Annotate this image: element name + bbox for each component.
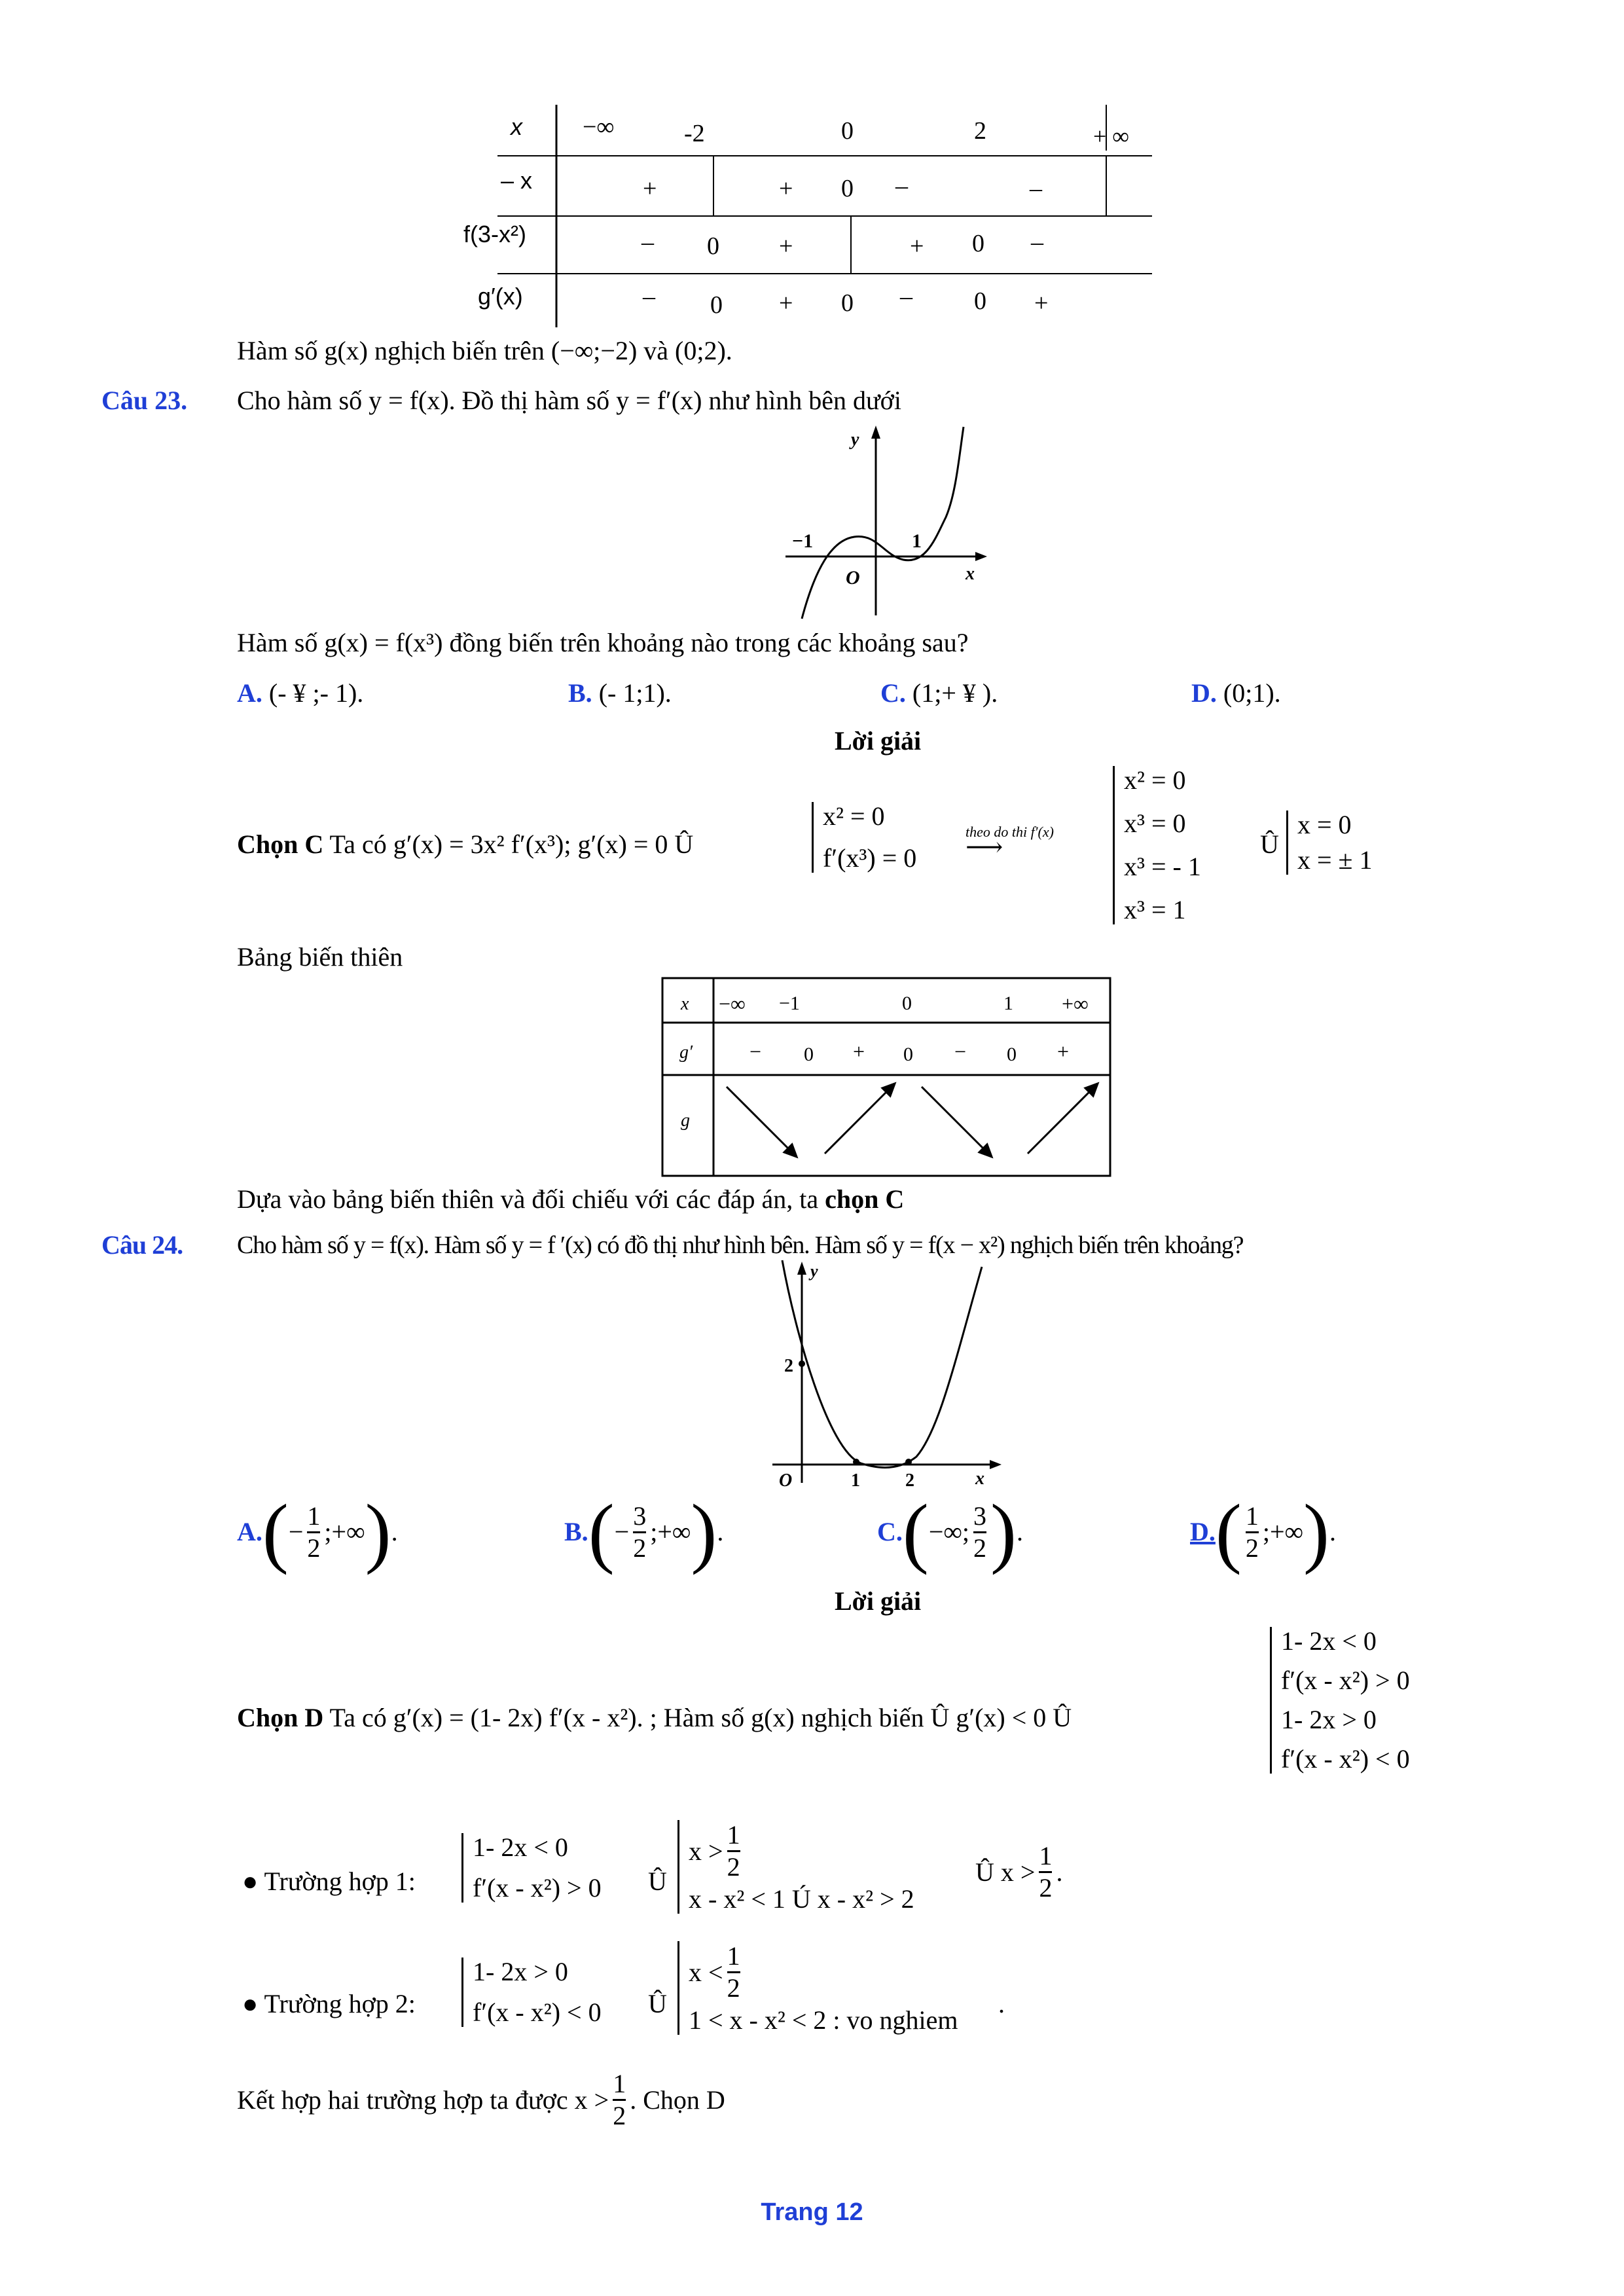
bbt-gp-v2: +: [853, 1040, 865, 1063]
q24-option-c[interactable]: C. ( −∞; $\frac{3}{2}$ ) .: [877, 1488, 1024, 1575]
q23-graph-m1: −1: [792, 530, 814, 552]
q24-solution-title: Lời giải: [835, 1586, 922, 1616]
bbt-gp-v5: 0: [1007, 1044, 1017, 1065]
conclusion-22: Hàm số g(x) nghịch biến trên (−∞;−2) và (0;2).: [237, 336, 732, 365]
bbt-gp-v3: 0: [903, 1044, 913, 1065]
q23-option-c[interactable]: C. (1;+ ¥ ).: [880, 678, 998, 708]
q24-case1-sys: 1- 2x < 0 f′(x - x²) > 0: [461, 1833, 602, 1903]
t1-row2-v4: 0: [972, 230, 984, 257]
t1-row1-v3: –: [895, 172, 908, 200]
q24-graph-x: x: [975, 1468, 984, 1489]
q24-case2: ● Trường hợp 2:: [242, 1989, 416, 2018]
bbt-x-v2: 0: [902, 993, 912, 1014]
sign-table-1: [445, 105, 1178, 334]
t1-x-m2: -2: [684, 120, 705, 147]
q23-option-d[interactable]: D. (0;1).: [1191, 678, 1281, 708]
t1-row3-v0: –: [643, 283, 655, 310]
q24-case1-res: x > $\frac{1}{2}$ x - x² < 1 Ú x - x² > 2: [677, 1820, 914, 1914]
q23-arrow-icon: ⟶: [965, 832, 1003, 862]
q23-sys2: x² = 0 x³ = 0 x³ = - 1 x³ = 1: [1113, 766, 1201, 924]
q23-bbt-title: Bảng biến thiên: [237, 942, 403, 972]
page-number: Trang 12: [761, 2198, 863, 2226]
t1-row3-v4: –: [900, 283, 912, 310]
t1-row2-v5: –: [1031, 228, 1043, 256]
t1-row3-v6: +: [1034, 289, 1049, 317]
t1-row1-v0: +: [643, 175, 657, 202]
q23-text: Cho hàm số y = f(x). Đồ thị hàm số y = f′(x) như hình bên dưới: [237, 386, 901, 415]
q23-label: Câu 23.: [101, 386, 188, 415]
q23-sys1: x² = 0 f′(x³) = 0: [812, 802, 916, 873]
bbt-x-v1: −1: [779, 993, 800, 1014]
t1-row2-v0: –: [641, 228, 654, 256]
q24-case2-sys: 1- 2x > 0 f′(x - x²) < 0: [461, 1958, 602, 2027]
q23-graph-x: x: [965, 564, 975, 584]
bbt-x-v0: −∞: [719, 992, 746, 1015]
t1-x-pinf: + ∞: [1093, 123, 1129, 149]
t1-row2-label: f(3-x²): [463, 221, 526, 247]
bbt-gp-v0: −: [749, 1040, 762, 1063]
t1-x-neg-inf: −∞: [583, 113, 615, 141]
q23-arrow-note: theo do thi f′(x): [965, 824, 1054, 840]
q23-solution-line: Chọn C Ta có g′(x) = 3x² f′(x³); g′(x) = 0 Û: [237, 829, 694, 859]
q24-case2-res: x < $\frac{1}{2}$ 1 < x - x² < 2 : vo nghiem: [677, 1941, 958, 2035]
t1-row3-v1: 0: [710, 291, 723, 319]
bullet-icon: ●: [242, 1867, 259, 1896]
bbt-gp-label: g′: [679, 1042, 693, 1063]
q24-label: Câu 24.: [101, 1230, 183, 1260]
t1-row1-v2: 0: [841, 175, 854, 202]
t1-row2-v3: +: [910, 232, 924, 260]
q24-case1: ● Trường hợp 1:: [242, 1867, 416, 1896]
q24-option-a[interactable]: A. ( − $\frac{1}{2}$ ;+∞ ) .: [237, 1488, 398, 1575]
q24-graph-1: 1: [851, 1470, 860, 1489]
q23-option-b[interactable]: B. (- 1;1).: [568, 678, 672, 708]
t1-row3-v3: 0: [841, 289, 854, 317]
t1-row3-v5: 0: [974, 287, 986, 315]
t1-x-0: 0: [841, 117, 854, 145]
q24-graph-2y: 2: [784, 1356, 793, 1376]
q23-bbt-table: [661, 977, 1113, 1180]
q23-conclusion: Dựa vào bảng biến thiên và đối chiếu với các đáp án, ta chọn C: [237, 1184, 905, 1214]
q23-graph-p1: 1: [912, 530, 922, 552]
q24-solution-line: Chọn D Ta có g′(x) = (1- 2x) f′(x - x²). ; Hàm số g(x) nghịch biến Û g′(x) < 0 Û: [237, 1703, 1072, 1732]
t1-row1-v4: –: [1030, 175, 1042, 202]
q23-graph-o: O: [846, 567, 860, 589]
q24-graph-y: y: [810, 1262, 818, 1281]
t1-row2-v1: 0: [707, 232, 719, 260]
t1-row3-label: g′(x): [478, 283, 523, 310]
t1-x-2: 2: [974, 117, 986, 145]
q24-case1-equiv: Û: [648, 1867, 667, 1896]
q23-solution-title: Lời giải: [835, 726, 922, 756]
q23-sys3: x = 0 x = ± 1: [1286, 811, 1373, 875]
q23-graph-y: y: [851, 429, 859, 450]
q23-graph: [779, 419, 995, 629]
q24-graph-2: 2: [905, 1470, 914, 1489]
q23-option-a[interactable]: A. (- ¥ ;- 1).: [237, 678, 364, 708]
t1-row2-v2: +: [779, 232, 793, 260]
q24-final: Kết hợp hai trường hợp ta được x > $\frac{1}{2}$ . Chọn D: [237, 2069, 725, 2130]
q23-equiv-icon: Û: [1260, 829, 1279, 859]
t1-row3-v2: +: [779, 289, 793, 317]
bbt-x-v4: +∞: [1062, 992, 1089, 1015]
bbt-gp-v6: +: [1057, 1040, 1070, 1063]
t1-row1-label: – x: [501, 167, 533, 194]
q24-case2-equiv: Û: [648, 1989, 667, 2018]
q24-option-d[interactable]: D. ( $\frac{1}{2}$ ;+∞ ) .: [1190, 1488, 1337, 1575]
q23-question: Hàm số g(x) = f(x³) đồng biến trên khoảng nào trong các khoảng sau?: [237, 628, 969, 657]
bbt-gp-v1: 0: [804, 1044, 814, 1065]
q24-case1-final: Û x > $\frac{1}{2}$ .: [975, 1841, 1063, 1903]
q24-option-b[interactable]: B. ( − $\frac{3}{2}$ ;+∞ ) .: [564, 1488, 724, 1575]
q24-graph: [766, 1254, 1008, 1489]
q24-case2-dot: .: [998, 1989, 1005, 2018]
q24-sys: 1- 2x < 0 f′(x - x²) > 0 1- 2x > 0 f′(x - x²) < 0: [1270, 1627, 1410, 1774]
q24-text: Cho hàm số y = f(x). Hàm số y = f ′(x) có đồ thị như hình bên. Hàm số y = f(x − x²) nghịch biến trên khoảng?: [237, 1231, 1244, 1259]
bbt-x-label: x: [681, 994, 689, 1014]
bbt-g-label: g: [681, 1110, 690, 1131]
bbt-x-v3: 1: [1003, 993, 1013, 1014]
t1-x-label: x: [511, 113, 522, 140]
t1-row1-v1: +: [779, 175, 793, 202]
bullet-icon: ●: [242, 1989, 259, 2018]
bbt-gp-v4: −: [954, 1040, 967, 1063]
q24-graph-o: O: [779, 1470, 793, 1489]
